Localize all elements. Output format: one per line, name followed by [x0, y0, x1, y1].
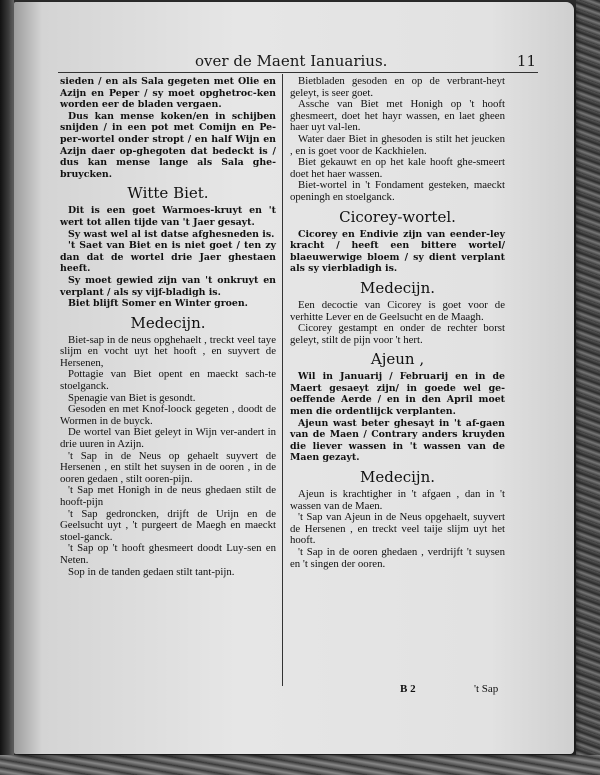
section-heading: Cicorey-wortel. — [339, 207, 456, 226]
left-column — [60, 76, 276, 578]
paragraph: Gesoden en met Knof-loock gegeten , doodt de Wormen in de buyck. — [60, 403, 276, 427]
section-heading: Medecijn. — [130, 313, 206, 332]
paragraph: 't Sap met Honigh in de neus ghedaen stilt de hooft-pijn — [60, 484, 276, 508]
paragraph: Sy moet gewied zijn van 't onkruyt en verplant / als sy vijf-bladigh is. — [60, 274, 276, 298]
paragraph: Biet gekauwt en op het kale hooft ghe-smeert doet het haer wassen. — [290, 156, 505, 180]
paragraph: 't Sap op 't hooft ghesmeert doodt Luy-sen en Neten. — [60, 542, 276, 566]
book-bottom-edge — [0, 755, 600, 775]
paragraph: Cicorey en Endivie zijn van eender-ley kracht / heeft een bittere wortel/ blaeuwerwige bloem / sy dient verplant als sy vierbladigh is. — [290, 228, 505, 275]
paragraph: Cicorey gestampt en onder de rechter borst geleyt, stilt de pijn voor 't hert. — [290, 322, 505, 346]
paragraph: 't Sap gedroncken, drijft de Urijn en de Geelsucht uyt , 't purgeert de Maegh en maeckt stoel-ganck. — [60, 507, 276, 543]
paragraph: Biet blijft Somer en Winter groen. — [68, 298, 248, 310]
paragraph: 't Sap in de Neus op gehaelt suyvert de Hersenen , en stilt het suysen in de ooren , in de ooren gedaen , stilt ooren-pijn. — [60, 449, 276, 485]
section-heading: Witte Biet. — [127, 184, 209, 203]
section-heading: Medecijn. — [360, 468, 435, 487]
paragraph: Ajeun wast beter ghesayt in 't af-gaen van de Maen / Contrary anders kruyden die liever wassen in 't wassen van de Maen gezayt. — [290, 417, 505, 464]
paragraph: Water daer Biet in ghesoden is stilt het jeucken , en is goet voor de Kackhielen. — [290, 132, 505, 157]
paragraph: De wortel van Biet geleyt in Wijn ver-andert in drie uuren in Azijn. — [60, 426, 276, 451]
paragraph: Biet-wortel in 't Fondament gesteken, maeckt openingh en stoelganck. — [290, 179, 505, 203]
paragraph: Dit is een goet Warmoes-kruyt en 't wert tot allen tijde van 't Jaer gesayt. — [60, 205, 276, 228]
right-column — [290, 76, 505, 570]
paragraph: Dus kan mense koken/en in schijben snijden / in een pot met Comijn en Pe-per-wortel onder stropt / en half Wijn en Azijn daer op-ghegoten dat bedeckt is / dus kan mense lange als Sala ghe-bruycken. — [60, 110, 276, 180]
header-rule — [58, 72, 538, 73]
signature-mark: B 2 — [400, 683, 416, 695]
catchword: 't Sap — [474, 683, 499, 695]
paragraph: Sop in de tanden gedaen stilt tant-pijn. — [68, 565, 235, 578]
running-head — [40, 52, 540, 72]
book-page-edges — [576, 0, 600, 775]
paragraph: Biet-sap in de neus opghehaelt , treckt veel taye slijm en vocht uyt het hooft , en suyvert de Hersenen, — [60, 333, 276, 369]
paragraph: 't Sap in de ooren ghedaen , verdrijft 't suysen en 't singen der ooren. — [290, 546, 505, 570]
page-number: 11 — [516, 52, 536, 70]
paragraph: 't Saet van Biet en is niet goet / ten zy dan dat de wortel drie Jaer ghestaen heeft. — [60, 240, 276, 275]
paragraph: Bietbladen gesoden en op de verbrant-heyt geleyt, is seer goet. — [290, 75, 505, 99]
paragraph: Assche van Biet met Honigh op 't hooft ghesmeert, doet het hayr wassen, en laet gheen haer uyt val-len. — [290, 98, 505, 134]
book-spine-shadow — [0, 0, 14, 775]
paragraph: Een decoctie van Cicorey is goet voor de verhitte Lever en de Geelsucht en de Maagh. — [290, 298, 505, 323]
paragraph: Sy wast wel al ist datse afghesneden is. — [68, 228, 275, 240]
paragraph: Wil in Januarij / Februarij en in de Maert gesaeyt zijn/ in goede wel ge-oeffende Aerde / en in den April moet men die ordentlijck verplanten. — [290, 371, 505, 418]
paragraph: 't Sap van Ajeun in de Neus opgehaelt, suyvert de Hersenen , en treckt veel taije slijm uyt het hooft. — [290, 511, 505, 547]
paragraph: Ajeun is krachtigher in 't afgaen , dan in 't wassen van de Maen. — [290, 488, 505, 512]
column-divider — [282, 74, 283, 686]
section-heading: Ajeun , — [370, 350, 425, 369]
paragraph: Pottagie van Biet opent en maeckt sach-te stoelganck. — [60, 368, 276, 393]
paragraph: Spenagie van Biet is gesondt. — [68, 391, 196, 404]
section-heading: Medecijn. — [360, 278, 435, 297]
paragraph: sieden / en als Sala gegeten met Olie en Azijn en Peper / sy moet opghetroc-ken worden eer de bladen vergaen. — [60, 76, 276, 111]
running-head-title: over de Maent Ianuarius. — [195, 52, 388, 70]
